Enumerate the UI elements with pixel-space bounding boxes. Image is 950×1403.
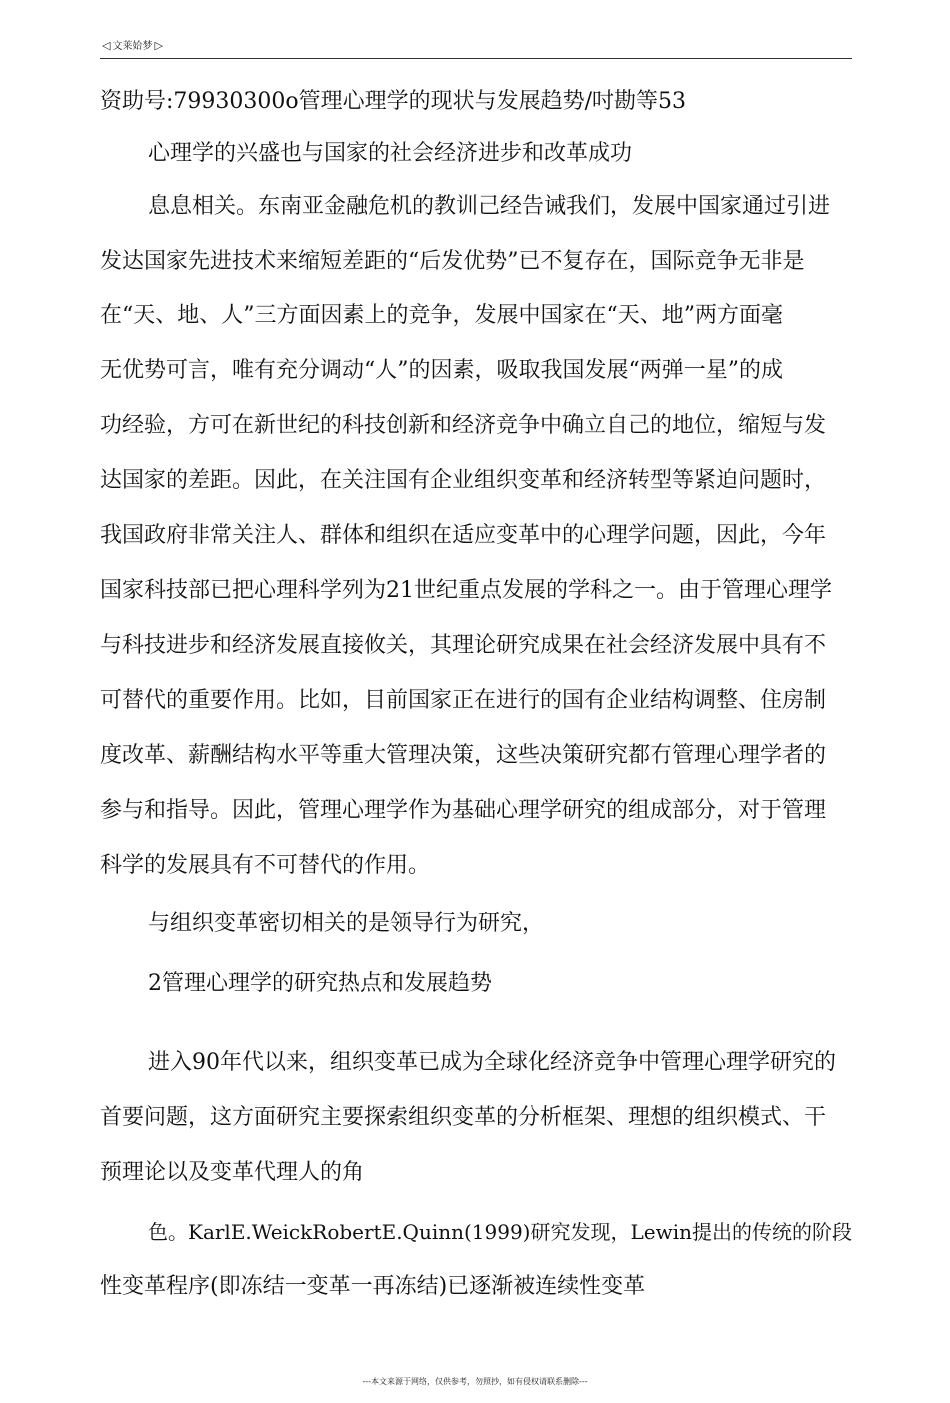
header-label <box>100 40 165 53</box>
paragraph-line: 发达国家先进技术来缩短差距的“后发优势”已不复存在，国际竞争无非是 <box>100 249 805 274</box>
paragraph-line: 息息相关。东南亚金融危机的教训己经告诫我们，发展中国家通过引进 <box>148 194 831 219</box>
paragraph-line: 功经验，方可在新世纪的科技创新和经济竞争中确立自己的地位，缩短与发 <box>100 413 827 438</box>
paragraph-line: 色。KarlE.WeickRobertE.Quinn(1999)研究发现，Lewin提出的传统的阶段 <box>148 1220 853 1244</box>
header-text: 文莱姶梦 <box>112 41 153 52</box>
paragraph-line: 我国政府非常关注人、群体和组织在适应变革中的心理学问题，因此，今年 <box>100 523 827 548</box>
paragraph-line: 与组织变革密切相关的是领导行为研究， <box>148 911 545 936</box>
paragraph-line: 科学的发展具有不可替代的作用。 <box>100 853 431 878</box>
funding-line: 资助号:79930300o管理心理学的现状与发展趋势/吋勘等53 <box>100 89 687 114</box>
paragraph-line: 国家科技部已把心理科学列为21世纪重点发展的学科之一。由于管理心理学 <box>100 578 832 603</box>
paragraph-line: 预理论以及变革代理人的角 <box>100 1160 365 1185</box>
page-footer: ---本文来源于网络，仅供参考，勿照抄，如有侵权请联系删除--- <box>362 1377 588 1386</box>
paragraph-line: 可替代的重要作用。比如，目前国家正在进行的国有企业结构调整、住房制 <box>100 688 827 713</box>
page-header <box>100 36 852 59</box>
paragraph-line: 进入90年代以来，组织变革已成为全球化经济竞争中管理心理学研究的 <box>148 1050 836 1075</box>
paragraph-line: 性变革程序(即冻结一变革一再冻结)已逐渐被连续性变革 <box>100 1274 646 1299</box>
section-heading: 2管理心理学的研究热点和发展趋势 <box>148 971 492 996</box>
paragraph-line: 度改革、薪酬结构水平等重大管理决策，这些决策研究都冇管理心理学者的 <box>100 743 827 768</box>
paragraph-line: 首要问题，这方面研究主要探索组织变革的分析框架、理想的组织模式、干 <box>100 1105 827 1130</box>
paragraph-line: 与科技进步和经济发展直接攸关，其理论研究成果在社会经济发展中具有不 <box>100 633 827 658</box>
right-triangle-icon: ▷ <box>154 39 163 52</box>
paragraph-line: 参与和指导。因此，管理心理学作为基础心理学研究的组成部分，对于管理 <box>100 798 827 823</box>
left-triangle-icon: ◁ <box>102 39 111 52</box>
paragraph-line: 在“天、地、人”三方面因素上的竞争，发展中国家在“天、地”两方面毫 <box>100 303 783 328</box>
paragraph-line: 达国家的差距。因此，在关注国有企业组织变革和经济转型等紧迫问题时， <box>100 468 827 493</box>
paragraph-line: 心理学的兴盛也与国家的社会经济进步和改革成功 <box>148 141 633 166</box>
paragraph-line: 无优势可言，唯有充分调动“人”的因素，吸取我国发展“两弹一星”的成 <box>100 358 783 383</box>
